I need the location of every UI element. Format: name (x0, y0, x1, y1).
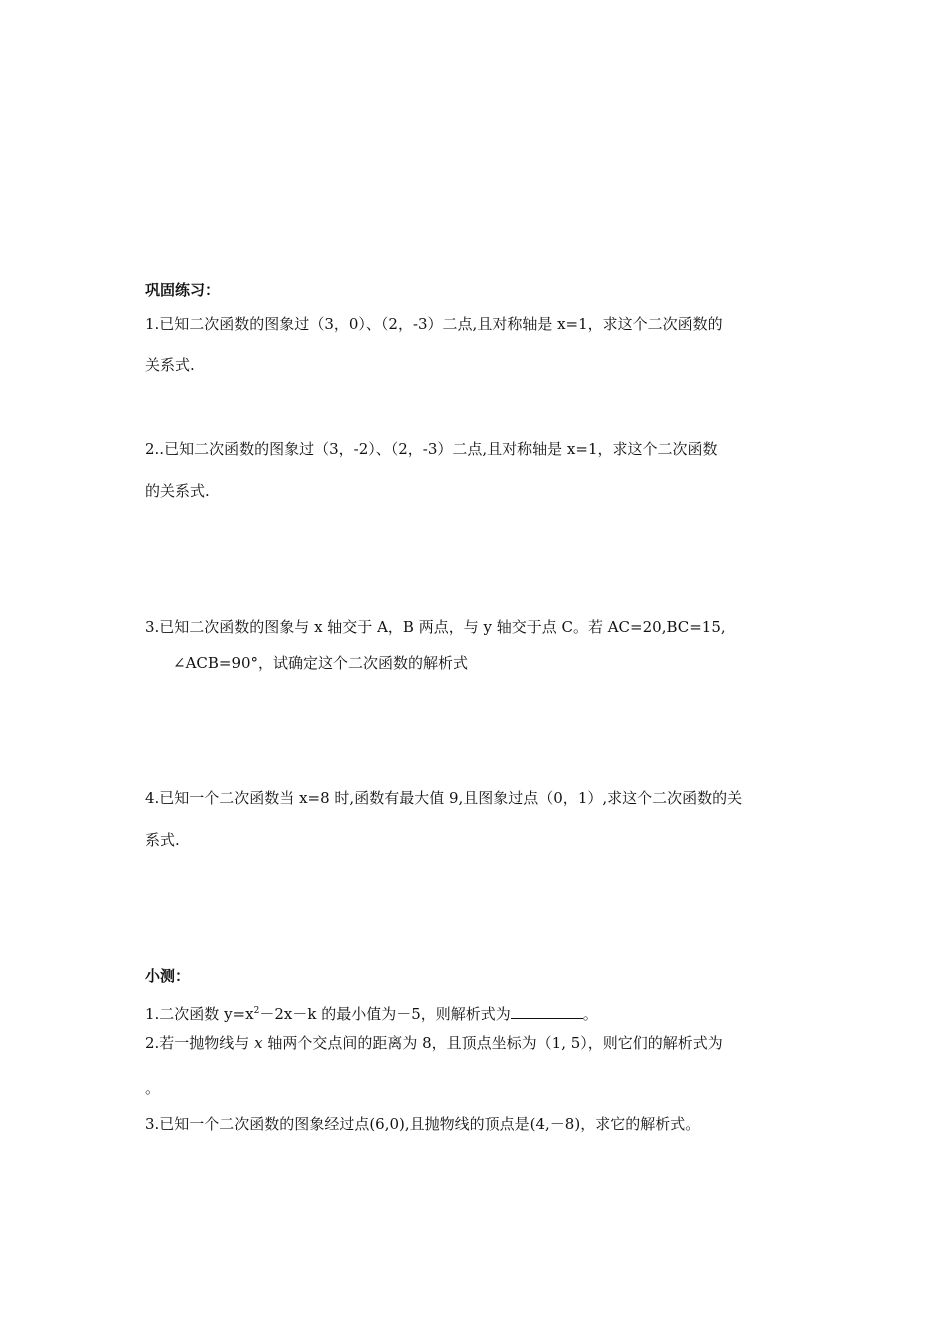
question-4-line-2: 系式. (145, 831, 180, 849)
quiz-question-2 (145, 1033, 723, 1053)
answer-blank (511, 1004, 583, 1019)
quiz-1-prefix: 1.二次函数 y=x (145, 1005, 254, 1023)
quiz-2-rest: 轴两个交点间的距离为 8，且顶点坐标为（1, 5），则它们的解析式为 (267, 1034, 723, 1052)
quiz-question-3: 3.已知一个二次函数的图象经过点(6,0),且抛物线的顶点是(4,－8)，求它的解析式。 (145, 1115, 701, 1133)
question-1-line-2: 关系式. (145, 356, 195, 374)
quiz-1-superscript: 2 (253, 1006, 260, 1016)
question-1-line-1: 1.已知二次函数的图象过（3，0）、（2，-3）二点,且对称轴是 x=1，求这个二次函数的 (145, 315, 723, 333)
quiz-1-middle: －2x－k 的最小值为－5，则解析式为 (259, 1005, 511, 1023)
section-heading-quiz: 小测： (145, 967, 191, 985)
question-3-line-2: ∠ACB=90°，试确定这个二次函数的解析式 (173, 654, 469, 672)
question-3-line-1: 3.已知二次函数的图象与 x 轴交于 A，B 两点，与 y 轴交于点 C。若 AC=20,BC=15, (145, 618, 726, 636)
question-2-line-1: 2..已知二次函数的图象过（3，-2）、（2，-3）二点,且对称轴是 x=1，求这个二次函数 (145, 440, 718, 458)
quiz-2-prefix: 2.若一抛物线与 (145, 1034, 250, 1052)
quiz-1-suffix: 。 (582, 1005, 598, 1023)
quiz-2-x-variable: x (254, 1034, 263, 1052)
quiz-question-1 (145, 1001, 598, 1024)
question-4-line-1: 4.已知一个二次函数当 x=8 时,函数有最大值 9,且图象过点（0，1）,求这个二次函数的关 (145, 789, 743, 807)
section-heading-practice: 巩固练习： (145, 281, 221, 299)
question-2-line-2: 的关系式. (145, 482, 210, 500)
quiz-question-2-line-2: 。 (145, 1079, 161, 1097)
